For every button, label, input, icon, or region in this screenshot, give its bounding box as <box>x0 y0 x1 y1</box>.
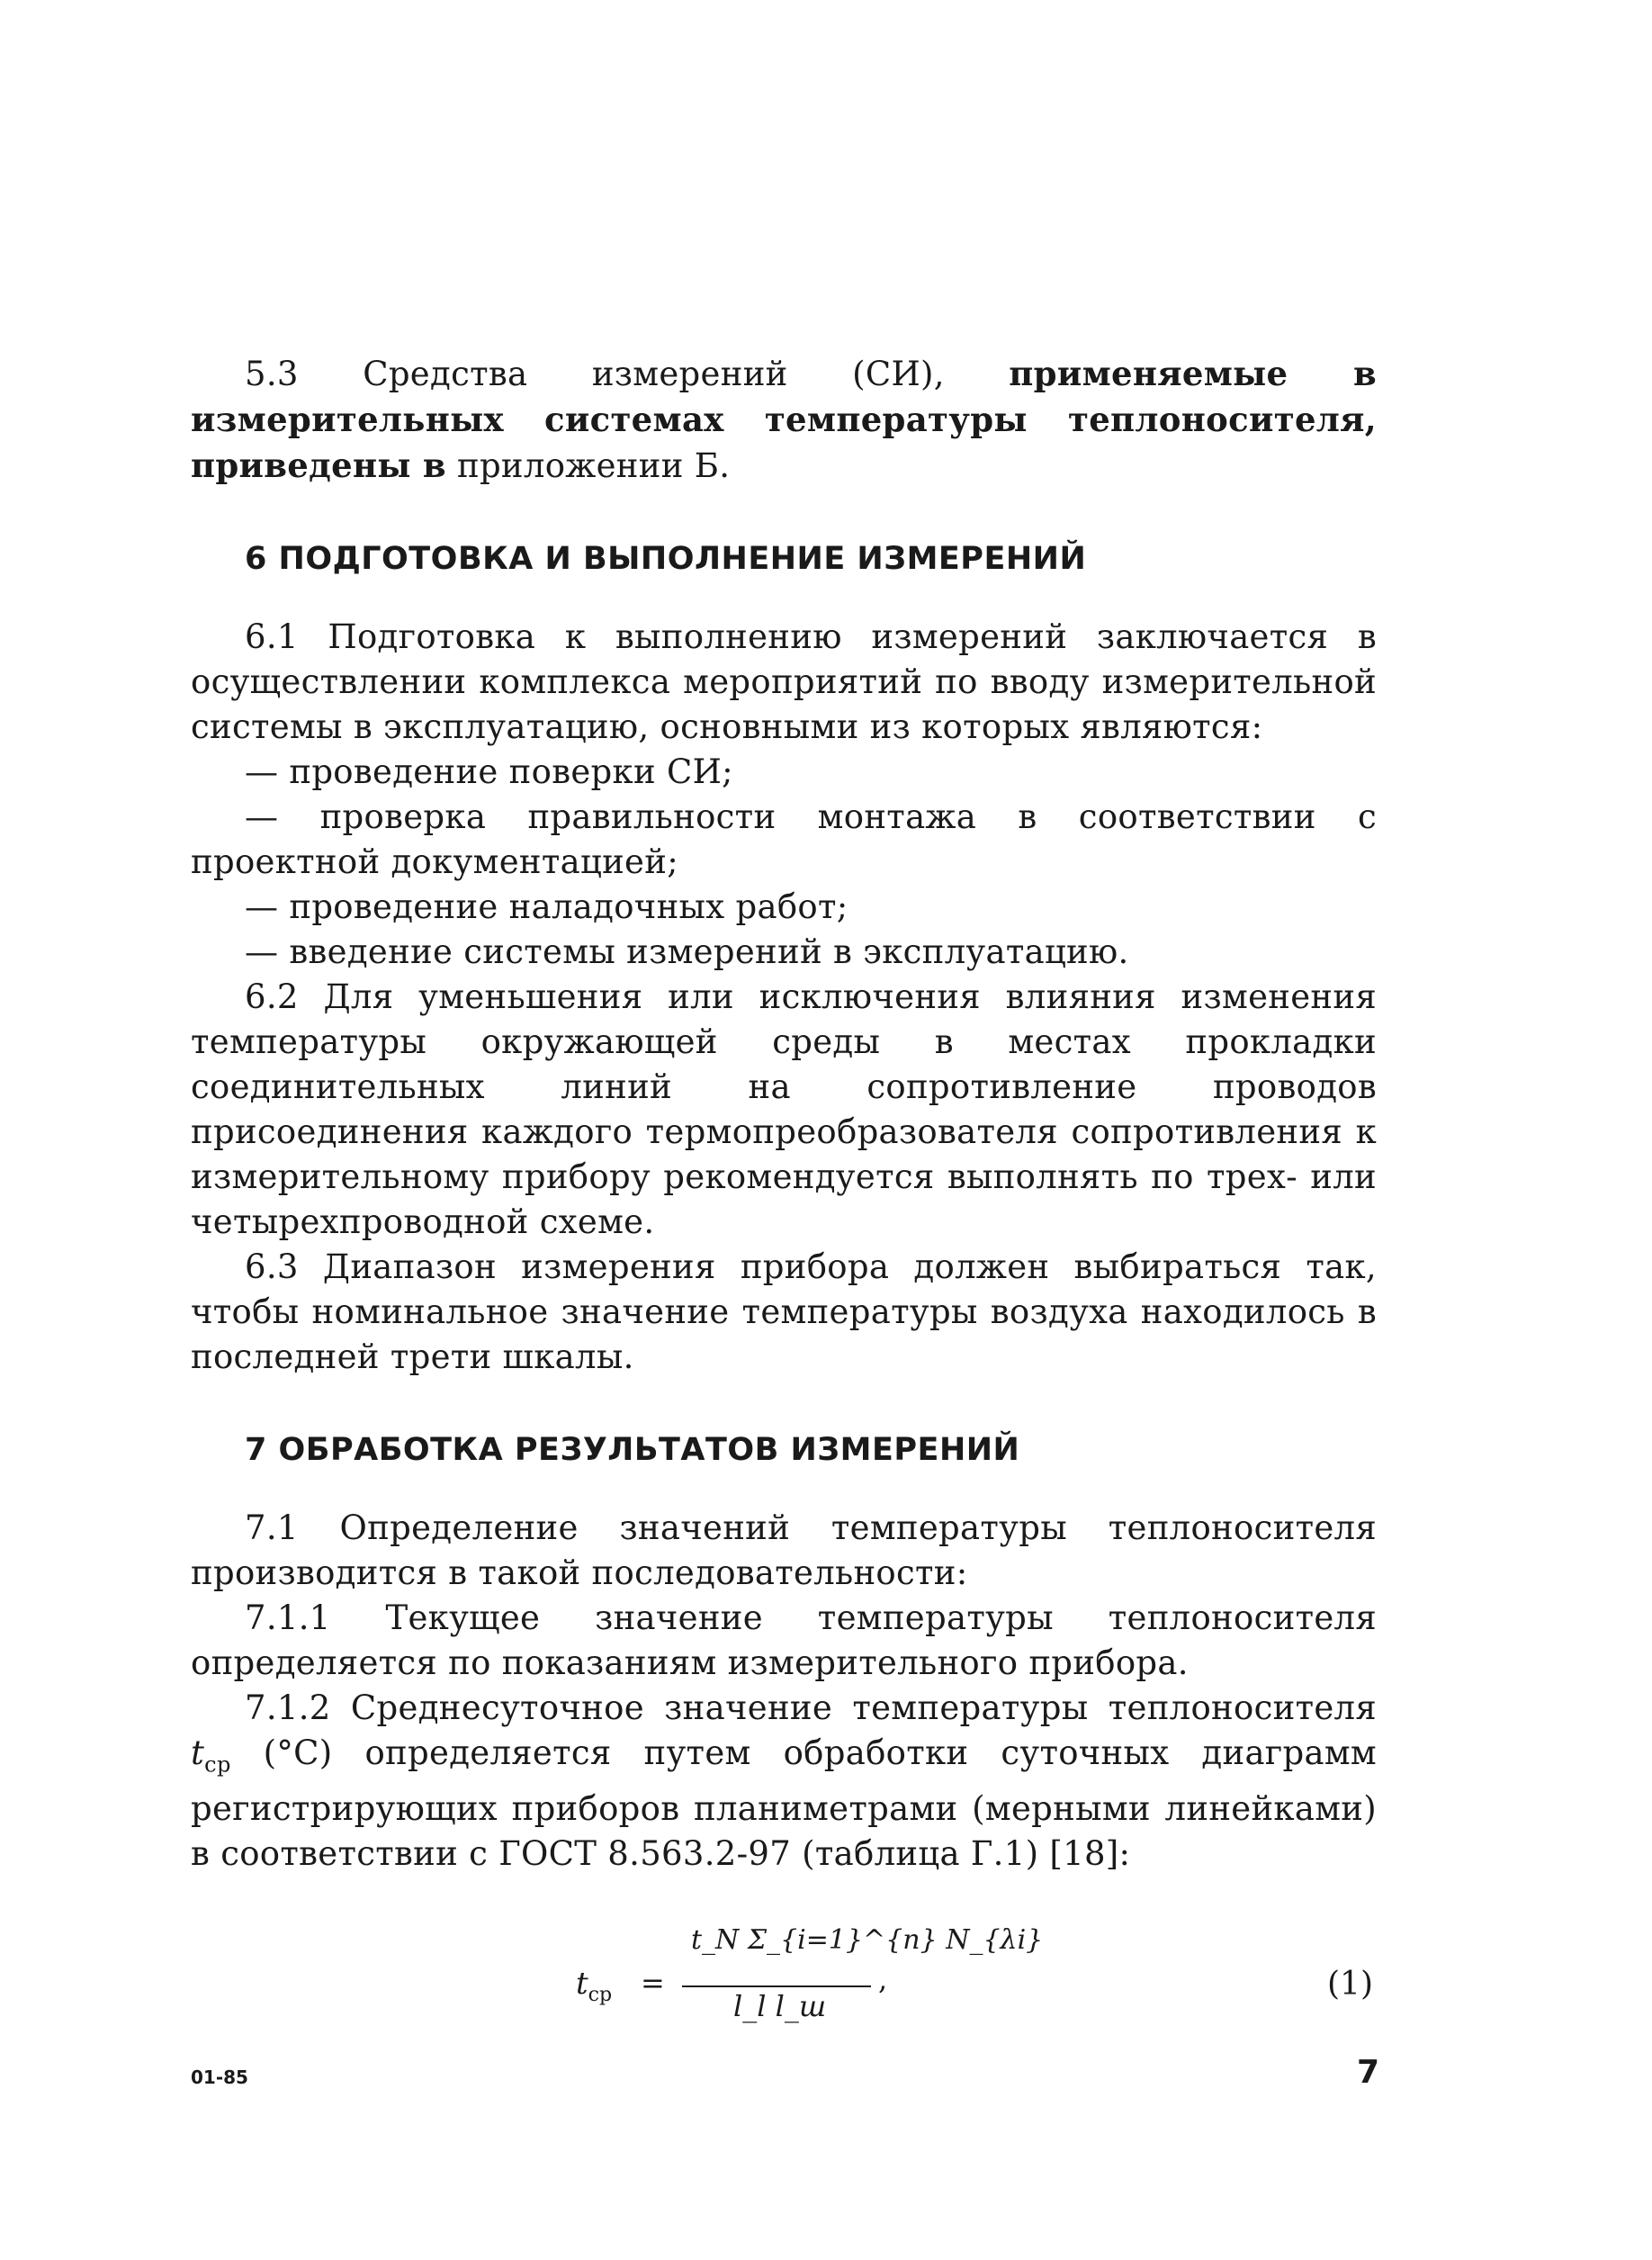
list-item: — проверка правильности монтажа в соответствии с проектной документацией; <box>191 797 1377 881</box>
paragraph-5-3 <box>191 351 1377 489</box>
fraction-bar <box>682 1985 871 1987</box>
formula-lhs-var: t <box>576 1966 588 2002</box>
formula-comma: , <box>878 1962 888 1996</box>
formula-equals: = <box>641 1966 665 2000</box>
variable: t <box>191 1733 205 1772</box>
footer-code: 01-85 <box>191 2066 248 2088</box>
page-content <box>191 351 1377 1877</box>
text-segment: приложении Б. <box>445 446 731 485</box>
formula-numerator: t_N Σ_{i=1}^{n} N_{λi} <box>691 1924 1044 1956</box>
text-segment: 5.3 Средства измерений (СИ), <box>245 355 1010 393</box>
bold-text-segment: применяемые в измерительных системах температуры теплоносителя, приведены в <box>191 354 1377 485</box>
paragraph-6-1: 6.1 Подготовка к выполнению измерений заключается в осуществлении комплекса мероприятий по вводу измерительной системы в эксплуатацию, основными из которых являются: <box>191 617 1377 746</box>
variable-subscript: ср <box>204 1751 231 1778</box>
section-heading-6: 6 ПОДГОТОВКА И ВЫПОЛНЕНИЕ ИЗМЕРЕНИЙ <box>245 541 1087 577</box>
text-segment: (°С) определяется путем обработки суточных диаграмм регистрирующих приборов планиметрами (мерными линейками) в соответствии с ГОСТ 8.563.2-97 (таблица Г.1) [18]: <box>191 1733 1377 1874</box>
formula-number: (1) <box>1327 1966 1373 2003</box>
paragraph-7-1-1: 7.1.1 Текущее значение температуры теплоносителя определяется по показаниям измерительного прибора. <box>191 1598 1377 1682</box>
section-heading-7: 7 ОБРАБОТКА РЕЗУЛЬТАТОВ ИЗМЕРЕНИЙ <box>245 1432 1020 1468</box>
paragraph-6-3: 6.3 Диапазон измерения прибора должен выбираться так, чтобы номинальное значение температуры воздуха находилось в последней трети шкалы. <box>191 1247 1377 1376</box>
list-item: — проведение наладочных работ; <box>245 887 848 926</box>
paragraph-7-1-2 <box>191 1686 1377 1877</box>
paragraph-7-1: 7.1 Определение значений температуры теплоносителя производится в такой последовательности: <box>191 1508 1377 1592</box>
formula-denominator: l_l l_ш <box>733 1989 827 2023</box>
formula-1 <box>576 1924 1386 2043</box>
page-number: 7 <box>1357 2054 1380 2091</box>
paragraph-6-2: 6.2 Для уменьшения или исключения влияния изменения температуры окружающей среды в местах прокладки соединительных линий на сопротивление проводов присоединения каждого термопреобразователя сопротивления к измерительному прибору рекомендуется выполнять по трех- или четырехпроводной схеме. <box>191 977 1377 1241</box>
formula-lhs <box>576 1966 612 2006</box>
formula-lhs-sub: ср <box>588 1982 613 2006</box>
text-segment: 7.1.2 Среднесуточное значение температуры теплоносителя <box>245 1688 1377 1727</box>
list-item: — проведение поверки СИ; <box>245 752 733 791</box>
list-item: — введение системы измерений в эксплуатацию. <box>245 932 1129 971</box>
